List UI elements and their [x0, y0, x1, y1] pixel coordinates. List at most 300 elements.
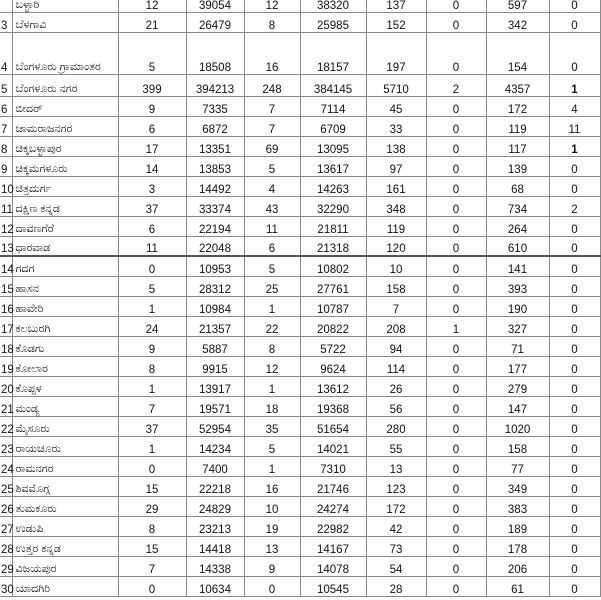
value-cell-c4: 51654: [300, 416, 366, 436]
table-row: [0, 316, 600, 336]
value-cell-c8: 2: [549, 196, 600, 216]
serial-number-cell: 20: [0, 376, 12, 396]
value-cell-c1: 3: [118, 176, 186, 196]
value-cell-c8: 1: [549, 74, 600, 96]
value-cell-c3: 8: [244, 12, 300, 32]
value-cell-c5: 42: [366, 516, 426, 536]
value-cell-c8: 0: [549, 556, 600, 576]
serial-number-cell: 19: [0, 356, 12, 376]
district-name-cell: ಗದಗ: [12, 256, 118, 276]
serial-number-cell: 22: [0, 416, 12, 436]
value-cell-c3: 7: [244, 116, 300, 136]
value-cell-c5: 120: [366, 236, 426, 256]
value-cell-c3: 5: [244, 436, 300, 456]
value-cell-c8: 0: [549, 216, 600, 236]
table-row: [0, 196, 600, 216]
table-row: [0, 496, 600, 516]
value-cell-c2: 10984: [186, 296, 244, 316]
district-name-cell: ಚಿತ್ರದುರ್ಗ: [12, 176, 118, 196]
value-cell-c3: 248: [244, 74, 300, 96]
value-cell-c8: 0: [549, 356, 600, 376]
serial-number-cell: 4: [0, 32, 12, 74]
value-cell-c7: 77: [486, 456, 549, 476]
serial-number-cell: 9: [0, 156, 12, 176]
value-cell-c6: 0: [426, 576, 486, 596]
table-row: [0, 12, 600, 32]
value-cell-c2: 22048: [186, 236, 244, 256]
value-cell-c2: 13917: [186, 376, 244, 396]
value-cell-c7: 383: [486, 496, 549, 516]
value-cell-c7: 264: [486, 216, 549, 236]
value-cell-c8: 0: [549, 416, 600, 436]
value-cell-c7: 190: [486, 296, 549, 316]
value-cell-c6: 0: [426, 496, 486, 516]
serial-number-cell: 10: [0, 176, 12, 196]
value-cell-c5: 26: [366, 376, 426, 396]
table-row: [0, 236, 600, 256]
table-row: [0, 436, 600, 456]
value-cell-c6: 0: [426, 136, 486, 156]
table-row: [0, 416, 600, 436]
value-cell-c6: 0: [426, 0, 486, 12]
district-name-cell: ಕೊಡಗು: [12, 336, 118, 356]
value-cell-c5: 161: [366, 176, 426, 196]
value-cell-c2: 394213: [186, 74, 244, 96]
district-name-cell: ಮಂಡ್ಯ: [12, 396, 118, 416]
value-cell-c3: 13: [244, 536, 300, 556]
value-cell-c1: 14: [118, 156, 186, 176]
value-cell-c1: 11: [118, 236, 186, 256]
value-cell-c2: 23213: [186, 516, 244, 536]
value-cell-c2: 7335: [186, 96, 244, 116]
district-name-cell: ಬಳ್ಳಾರಿ: [12, 0, 118, 12]
table-row: [0, 176, 600, 196]
table-row: [0, 156, 600, 176]
value-cell-c1: 5: [118, 32, 186, 74]
value-cell-c7: 68: [486, 176, 549, 196]
value-cell-c3: 35: [244, 416, 300, 436]
value-cell-c1: 5: [118, 276, 186, 296]
serial-number-cell: 8: [0, 136, 12, 156]
value-cell-c6: 0: [426, 176, 486, 196]
value-cell-c3: 10: [244, 496, 300, 516]
value-cell-c5: 208: [366, 316, 426, 336]
value-cell-c4: 20822: [300, 316, 366, 336]
value-cell-c2: 13853: [186, 156, 244, 176]
district-name-cell: ಕೋಲಾರ: [12, 356, 118, 376]
value-cell-c1: 7: [118, 556, 186, 576]
value-cell-c5: 94: [366, 336, 426, 356]
value-cell-c1: 8: [118, 516, 186, 536]
value-cell-c8: 0: [549, 156, 600, 176]
value-cell-c4: 21318: [300, 236, 366, 256]
value-cell-c5: 348: [366, 196, 426, 216]
value-cell-c7: 206: [486, 556, 549, 576]
value-cell-c1: 9: [118, 96, 186, 116]
value-cell-c4: 9624: [300, 356, 366, 376]
value-cell-c2: 39054: [186, 0, 244, 12]
value-cell-c5: 10: [366, 256, 426, 276]
value-cell-c3: 43: [244, 196, 300, 216]
value-cell-c4: 7114: [300, 96, 366, 116]
value-cell-c6: 0: [426, 416, 486, 436]
district-name-cell: ರಾಮನಗರ: [12, 456, 118, 476]
value-cell-c7: 4357: [486, 74, 549, 96]
serial-number-cell: 14: [0, 256, 12, 276]
value-cell-c5: 119: [366, 216, 426, 236]
serial-number-cell: 5: [0, 74, 12, 96]
value-cell-c4: 10787: [300, 296, 366, 316]
value-cell-c3: 1: [244, 376, 300, 396]
value-cell-c5: 172: [366, 496, 426, 516]
value-cell-c7: 279: [486, 376, 549, 396]
value-cell-c8: 0: [549, 456, 600, 476]
value-cell-c7: 147: [486, 396, 549, 416]
value-cell-c6: 0: [426, 96, 486, 116]
value-cell-c1: 8: [118, 356, 186, 376]
value-cell-c4: 13612: [300, 376, 366, 396]
table-row: [0, 516, 600, 536]
district-name-cell: ಬೀದರ್: [12, 96, 118, 116]
value-cell-c6: 0: [426, 356, 486, 376]
value-cell-c5: 123: [366, 476, 426, 496]
value-cell-c1: 29: [118, 496, 186, 516]
table-row: [0, 116, 600, 136]
value-cell-c2: 24829: [186, 496, 244, 516]
value-cell-c7: 349: [486, 476, 549, 496]
value-cell-c1: 6: [118, 216, 186, 236]
value-cell-c8: 0: [549, 296, 600, 316]
serial-number-cell: 27: [0, 516, 12, 536]
value-cell-c3: 12: [244, 0, 300, 12]
table-row: [0, 96, 600, 116]
value-cell-c2: 14492: [186, 176, 244, 196]
serial-number-cell: 16: [0, 296, 12, 316]
district-name-cell: ಬೆಳಗಾವಿ: [12, 12, 118, 32]
value-cell-c5: 280: [366, 416, 426, 436]
value-cell-c7: 1020: [486, 416, 549, 436]
value-cell-c8: 0: [549, 576, 600, 596]
value-cell-c7: 154: [486, 32, 549, 74]
value-cell-c1: 6: [118, 116, 186, 136]
value-cell-c1: 15: [118, 476, 186, 496]
table-row: [0, 356, 600, 376]
value-cell-c2: 14338: [186, 556, 244, 576]
table-row: [0, 376, 600, 396]
value-cell-c8: 0: [549, 396, 600, 416]
district-name-cell: ವಿಜಯಪುರ: [12, 556, 118, 576]
table-row: [0, 576, 600, 596]
table-row: [0, 536, 600, 556]
value-cell-c8: 0: [549, 12, 600, 32]
table-row: [0, 556, 600, 576]
value-cell-c6: 0: [426, 296, 486, 316]
value-cell-c3: 6: [244, 236, 300, 256]
table-row: [0, 456, 600, 476]
table-row: [0, 396, 600, 416]
value-cell-c4: 27761: [300, 276, 366, 296]
value-cell-c5: 73: [366, 536, 426, 556]
table-row: [0, 216, 600, 236]
value-cell-c4: 384145: [300, 74, 366, 96]
value-cell-c2: 18508: [186, 32, 244, 74]
value-cell-c3: 1: [244, 456, 300, 476]
value-cell-c5: 114: [366, 356, 426, 376]
value-cell-c5: 33: [366, 116, 426, 136]
serial-number-cell: 12: [0, 216, 12, 236]
value-cell-c6: 1: [426, 316, 486, 336]
value-cell-c3: 12: [244, 356, 300, 376]
serial-number-cell: 28: [0, 536, 12, 556]
value-cell-c2: 19571: [186, 396, 244, 416]
value-cell-c1: 1: [118, 376, 186, 396]
value-cell-c4: 21746: [300, 476, 366, 496]
value-cell-c2: 21357: [186, 316, 244, 336]
value-cell-c4: 22982: [300, 516, 366, 536]
value-cell-c8: 0: [549, 536, 600, 556]
serial-number-cell: 25: [0, 476, 12, 496]
district-name-cell: ತುಮಕೂರು: [12, 496, 118, 516]
value-cell-c6: 0: [426, 116, 486, 136]
value-cell-c3: 22: [244, 316, 300, 336]
value-cell-c5: 56: [366, 396, 426, 416]
value-cell-c2: 10634: [186, 576, 244, 596]
value-cell-c3: 8: [244, 336, 300, 356]
value-cell-c4: 21811: [300, 216, 366, 236]
value-cell-c4: 14263: [300, 176, 366, 196]
value-cell-c2: 6872: [186, 116, 244, 136]
district-name-cell: ಚಿಕ್ಕಬಳ್ಳಾಪುರ: [12, 136, 118, 156]
value-cell-c8: 0: [549, 476, 600, 496]
value-cell-c6: 0: [426, 376, 486, 396]
table-row: [0, 276, 600, 296]
value-cell-c8: 0: [549, 336, 600, 356]
table-row: [0, 256, 600, 276]
value-cell-c5: 55: [366, 436, 426, 456]
value-cell-c1: 17: [118, 136, 186, 156]
value-cell-c3: 16: [244, 32, 300, 74]
district-name-cell: ಚಿಕ್ಕಮಗಳೂರು: [12, 156, 118, 176]
serial-number-cell: 6: [0, 96, 12, 116]
value-cell-c6: 0: [426, 196, 486, 216]
value-cell-c1: 7: [118, 396, 186, 416]
value-cell-c2: 10953: [186, 256, 244, 276]
value-cell-c3: 1: [244, 296, 300, 316]
value-cell-c8: 0: [549, 256, 600, 276]
value-cell-c6: 0: [426, 256, 486, 276]
value-cell-c7: 178: [486, 536, 549, 556]
district-name-cell: ಮೈಸೂರು: [12, 416, 118, 436]
table-row: [0, 74, 600, 96]
value-cell-c7: 172: [486, 96, 549, 116]
value-cell-c3: 9: [244, 556, 300, 576]
value-cell-c5: 5710: [366, 74, 426, 96]
district-name-cell: ಶಿವಮೊಗ್ಗ: [12, 476, 118, 496]
serial-number-cell: 18: [0, 336, 12, 356]
value-cell-c8: 0: [549, 236, 600, 256]
district-name-cell: ಕೊಪ್ಪಳ: [12, 376, 118, 396]
table-row: [0, 336, 600, 356]
table-row: [0, 296, 600, 316]
value-cell-c8: 1: [549, 136, 600, 156]
value-cell-c4: 13095: [300, 136, 366, 156]
serial-number-cell: 15: [0, 276, 12, 296]
value-cell-c7: 177: [486, 356, 549, 376]
serial-number-cell: 17: [0, 316, 12, 336]
value-cell-c4: 7310: [300, 456, 366, 476]
value-cell-c7: 61: [486, 576, 549, 596]
value-cell-c2: 26479: [186, 12, 244, 32]
value-cell-c5: 28: [366, 576, 426, 596]
serial-number-cell: 3: [0, 12, 12, 32]
value-cell-c4: 6709: [300, 116, 366, 136]
value-cell-c7: 158: [486, 436, 549, 456]
value-cell-c7: 393: [486, 276, 549, 296]
value-cell-c1: 0: [118, 256, 186, 276]
value-cell-c4: 25985: [300, 12, 366, 32]
value-cell-c1: 24: [118, 316, 186, 336]
serial-number-cell: 23: [0, 436, 12, 456]
value-cell-c6: 0: [426, 476, 486, 496]
value-cell-c4: 14078: [300, 556, 366, 576]
value-cell-c8: 0: [549, 376, 600, 396]
value-cell-c2: 52954: [186, 416, 244, 436]
value-cell-c2: 22218: [186, 476, 244, 496]
table-row: [0, 32, 600, 74]
district-name-cell: ಹಾವೇರಿ: [12, 296, 118, 316]
value-cell-c4: 10545: [300, 576, 366, 596]
district-name-cell: ಬೆಂಗಳೂರು ನಗರ: [12, 74, 118, 96]
value-cell-c8: 0: [549, 0, 600, 12]
value-cell-c5: 7: [366, 296, 426, 316]
value-cell-c8: 0: [549, 496, 600, 516]
value-cell-c5: 152: [366, 12, 426, 32]
serial-number-cell: 13: [0, 236, 12, 256]
value-cell-c6: 0: [426, 336, 486, 356]
value-cell-c3: 19: [244, 516, 300, 536]
value-cell-c7: 141: [486, 256, 549, 276]
value-cell-c4: 14167: [300, 536, 366, 556]
district-name-cell: ಚಾಮರಾಜನಗರ: [12, 116, 118, 136]
value-cell-c7: 71: [486, 336, 549, 356]
value-cell-c8: 4: [549, 96, 600, 116]
district-name-cell: ಯಾದಗಿರಿ: [12, 576, 118, 596]
serial-number-cell: 26: [0, 496, 12, 516]
value-cell-c1: 1: [118, 436, 186, 456]
value-cell-c1: 21: [118, 12, 186, 32]
value-cell-c1: 37: [118, 416, 186, 436]
value-cell-c1: 1: [118, 296, 186, 316]
value-cell-c1: 0: [118, 456, 186, 476]
value-cell-c4: 32290: [300, 196, 366, 216]
value-cell-c3: 5: [244, 156, 300, 176]
value-cell-c7: 119: [486, 116, 549, 136]
value-cell-c7: 189: [486, 516, 549, 536]
value-cell-c3: 11: [244, 216, 300, 236]
serial-number-cell: 30: [0, 576, 12, 596]
serial-number-cell: 11: [0, 196, 12, 216]
value-cell-c4: 13617: [300, 156, 366, 176]
value-cell-c5: 197: [366, 32, 426, 74]
value-cell-c6: 0: [426, 456, 486, 476]
district-name-cell: ಬೆಂಗಳೂರು ಗ್ರಾಮಾಂತರ: [12, 32, 118, 74]
value-cell-c6: 0: [426, 156, 486, 176]
value-cell-c5: 158: [366, 276, 426, 296]
value-cell-c8: 11: [549, 116, 600, 136]
value-cell-c8: 0: [549, 176, 600, 196]
table-row: [0, 0, 600, 12]
serial-number-cell: 24: [0, 456, 12, 476]
value-cell-c6: 0: [426, 396, 486, 416]
value-cell-c3: 69: [244, 136, 300, 156]
value-cell-c1: 15: [118, 536, 186, 556]
value-cell-c5: 45: [366, 96, 426, 116]
district-name-cell: ರಾಯಚೂರು: [12, 436, 118, 456]
value-cell-c5: 54: [366, 556, 426, 576]
value-cell-c1: 0: [118, 576, 186, 596]
value-cell-c6: 0: [426, 216, 486, 236]
value-cell-c2: 22194: [186, 216, 244, 236]
value-cell-c6: 0: [426, 536, 486, 556]
value-cell-c8: 0: [549, 32, 600, 74]
serial-number-cell: [0, 0, 12, 12]
value-cell-c3: 5: [244, 256, 300, 276]
district-name-cell: ದಾವಣಗೆರೆ: [12, 216, 118, 236]
district-name-cell: ಹಾಸನ: [12, 276, 118, 296]
value-cell-c5: 13: [366, 456, 426, 476]
value-cell-c8: 0: [549, 276, 600, 296]
value-cell-c3: 0: [244, 576, 300, 596]
value-cell-c5: 138: [366, 136, 426, 156]
value-cell-c4: 10802: [300, 256, 366, 276]
district-name-cell: ಧಾರವಾಡ: [12, 236, 118, 256]
value-cell-c6: 0: [426, 236, 486, 256]
value-cell-c2: 13351: [186, 136, 244, 156]
value-cell-c6: 0: [426, 12, 486, 32]
value-cell-c1: 399: [118, 74, 186, 96]
value-cell-c2: 28312: [186, 276, 244, 296]
value-cell-c3: 25: [244, 276, 300, 296]
value-cell-c4: 38320: [300, 0, 366, 12]
value-cell-c6: 0: [426, 436, 486, 456]
value-cell-c4: 14021: [300, 436, 366, 456]
value-cell-c6: 0: [426, 32, 486, 74]
district-name-cell: ಕಲಬುರಗಿ: [12, 316, 118, 336]
value-cell-c6: 0: [426, 556, 486, 576]
value-cell-c6: 0: [426, 516, 486, 536]
serial-number-cell: 29: [0, 556, 12, 576]
serial-number-cell: 7: [0, 116, 12, 136]
value-cell-c7: 597: [486, 0, 549, 12]
serial-number-cell: 21: [0, 396, 12, 416]
value-cell-c2: 9915: [186, 356, 244, 376]
value-cell-c1: 12: [118, 0, 186, 12]
value-cell-c2: 5887: [186, 336, 244, 356]
value-cell-c7: 117: [486, 136, 549, 156]
value-cell-c2: 33374: [186, 196, 244, 216]
district-name-cell: ಉತ್ತರ ಕನ್ನಡ: [12, 536, 118, 556]
table-row: [0, 476, 600, 496]
value-cell-c6: 2: [426, 74, 486, 96]
value-cell-c1: 37: [118, 196, 186, 216]
value-cell-c4: 19368: [300, 396, 366, 416]
value-cell-c2: 7400: [186, 456, 244, 476]
value-cell-c8: 0: [549, 436, 600, 456]
district-name-cell: ಉಡುಪಿ: [12, 516, 118, 536]
value-cell-c3: 16: [244, 476, 300, 496]
value-cell-c4: 18157: [300, 32, 366, 74]
table-row: [0, 136, 600, 156]
